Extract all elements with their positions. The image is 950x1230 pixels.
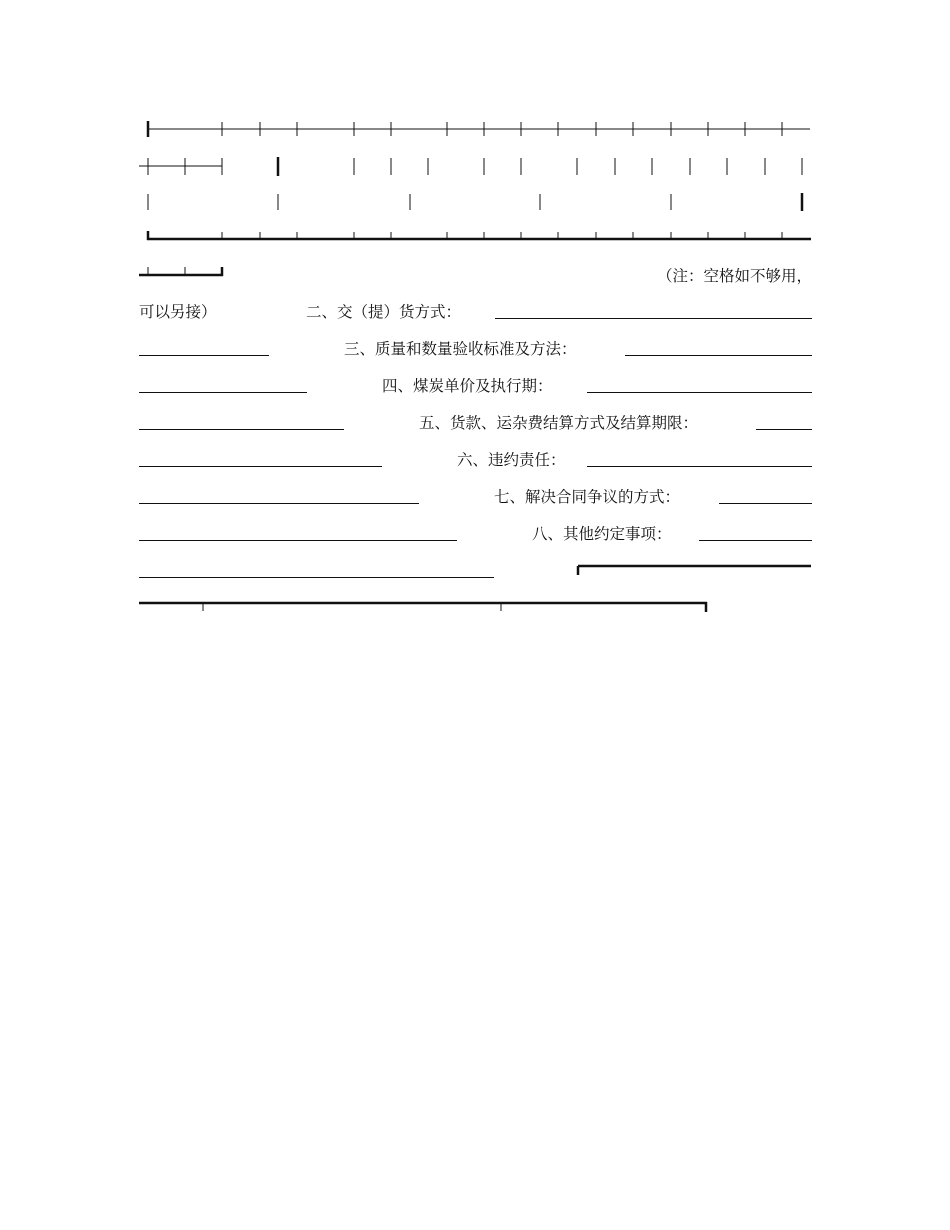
clause-line <box>139 448 812 472</box>
clause-4-blank-continued[interactable] <box>139 429 344 430</box>
note-text-start: （注：空格如不够用， <box>656 267 812 285</box>
clause-line <box>139 411 812 435</box>
clause-8-blank-field[interactable] <box>699 540 812 541</box>
clause-7-label: 七、解决合同争议的方式： <box>494 488 681 506</box>
clause-2-blank-field[interactable] <box>495 318 812 319</box>
clause-5-blank-field[interactable] <box>756 429 812 430</box>
clause-5-label: 五、货款、运杂费结算方式及结算期限： <box>419 414 699 432</box>
clause-3-blank-field[interactable] <box>625 355 812 356</box>
clause-6-blank-field[interactable] <box>587 466 812 467</box>
clause-line <box>139 337 812 361</box>
clause-6-label: 六、违约责任： <box>457 451 566 469</box>
clause-7-blank-field[interactable] <box>719 503 812 504</box>
clause-line <box>139 522 812 546</box>
clause-5-blank-continued[interactable] <box>139 466 382 467</box>
clause-2-blank-continued[interactable] <box>139 355 269 356</box>
clause-line <box>139 559 812 583</box>
clause-3-blank-continued[interactable] <box>139 392 307 393</box>
clause-4-label: 四、煤炭单价及执行期： <box>382 377 553 395</box>
clause-2-label: 二、交（提）货方式： <box>306 303 462 321</box>
clause-7-blank-continued[interactable] <box>139 540 457 541</box>
note-line-1 <box>139 264 812 288</box>
clause-line <box>139 300 812 324</box>
clause-3-label: 三、质量和数量验收标准及方法： <box>344 340 577 358</box>
clause-line <box>139 374 812 398</box>
note-text-end: 可以另接） <box>139 303 217 321</box>
clause-8-label: 八、其他约定事项： <box>532 525 672 543</box>
clause-line <box>139 485 812 509</box>
clause-6-blank-continued[interactable] <box>139 503 419 504</box>
clause-4-blank-field[interactable] <box>587 392 812 393</box>
clause-8-blank-continued[interactable] <box>139 577 494 578</box>
